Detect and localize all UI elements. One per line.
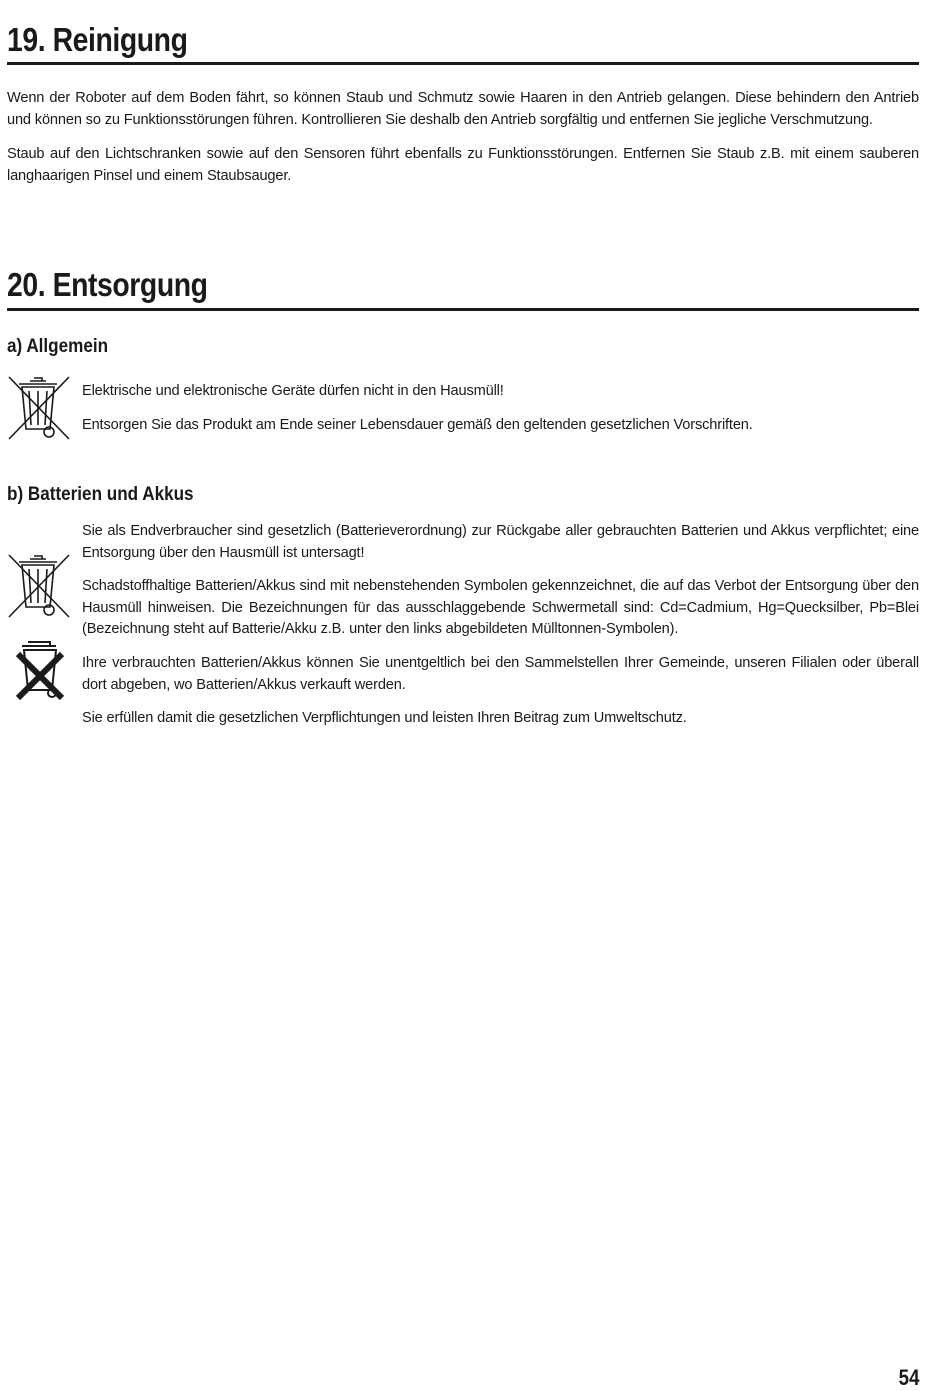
crossed-bin-icon	[7, 375, 71, 441]
subsection-a-paragraph-1: Elektrische und elektronische Geräte dürfen nicht in den Hausmüll!	[82, 383, 504, 399]
subsection-b-paragraph-3: Ihre verbrauchten Batterien/Akkus können Sie unentgeltlich bei den Sammelstellen Ihrer Gemeinde, unseren Filialen oder überall dort abgeben, wo Batterien/Akkus verkauft werden.	[82, 655, 919, 693]
crossed-bin-icon	[7, 553, 71, 619]
section-19-rule	[7, 62, 919, 65]
section-20-rule	[7, 308, 919, 311]
page-number: 54	[898, 1365, 919, 1390]
subsection-b-paragraph-4: Sie erfüllen damit die gesetzlichen Verpflichtungen und leisten Ihren Beitrag zum Umweltschutz.	[82, 710, 687, 726]
subsection-a-title: a) Allgemein	[7, 336, 109, 357]
section-19-paragraph-1: Wenn der Roboter auf dem Boden fährt, so können Staub und Schmutz sowie Haaren in den Antrieb gelangen. Diese behindern den Antrieb und können so zu Funktionsstörungen führen. Kontrollieren Sie deshalb den Antrieb sorgfältig und entfernen Sie jegliche Verschmutzung.	[7, 90, 919, 128]
subsection-b-paragraph-1: Sie als Endverbraucher sind gesetzlich (Batterieverordnung) zur Rückgabe aller gebrauchten Batterien und Akkus verpflichtet; eine Entsorgung über den Hausmüll ist untersagt!	[82, 523, 919, 561]
subsection-b-paragraph-2: Schadstoffhaltige Batterien/Akkus sind mit nebenstehenden Symbolen gekennzeichnet, die auf das Verbot der Entsorgung über den Hausmüll hinweisen. Die Bezeichnungen für das ausschlaggebende Schwermetall sind: Cd=Cadmium, Hg=Quecksilber, Pb=Blei (Bezeichnung steht auf Batterie/Akku z.B. unter den links abgebildeten Mülltonnen-Symbolen).	[82, 578, 919, 637]
section-20-title: 20. Entsorgung	[7, 266, 208, 303]
subsection-a-paragraph-2: Entsorgen Sie das Produkt am Ende seiner Lebensdauer gemäß den geltenden gesetzlichen Vorschriften.	[82, 417, 753, 433]
crossed-bin-icon	[12, 638, 68, 700]
section-19-title: 19. Reinigung	[7, 21, 188, 58]
section-19-paragraph-2: Staub auf den Lichtschranken sowie auf den Sensoren führt ebenfalls zu Funktionsstörungen. Entfernen Sie Staub z.B. mit einem sauberen langhaarigen Pinsel und einem Staubsauger.	[7, 146, 919, 184]
subsection-b-title: b) Batterien und Akkus	[7, 484, 194, 505]
